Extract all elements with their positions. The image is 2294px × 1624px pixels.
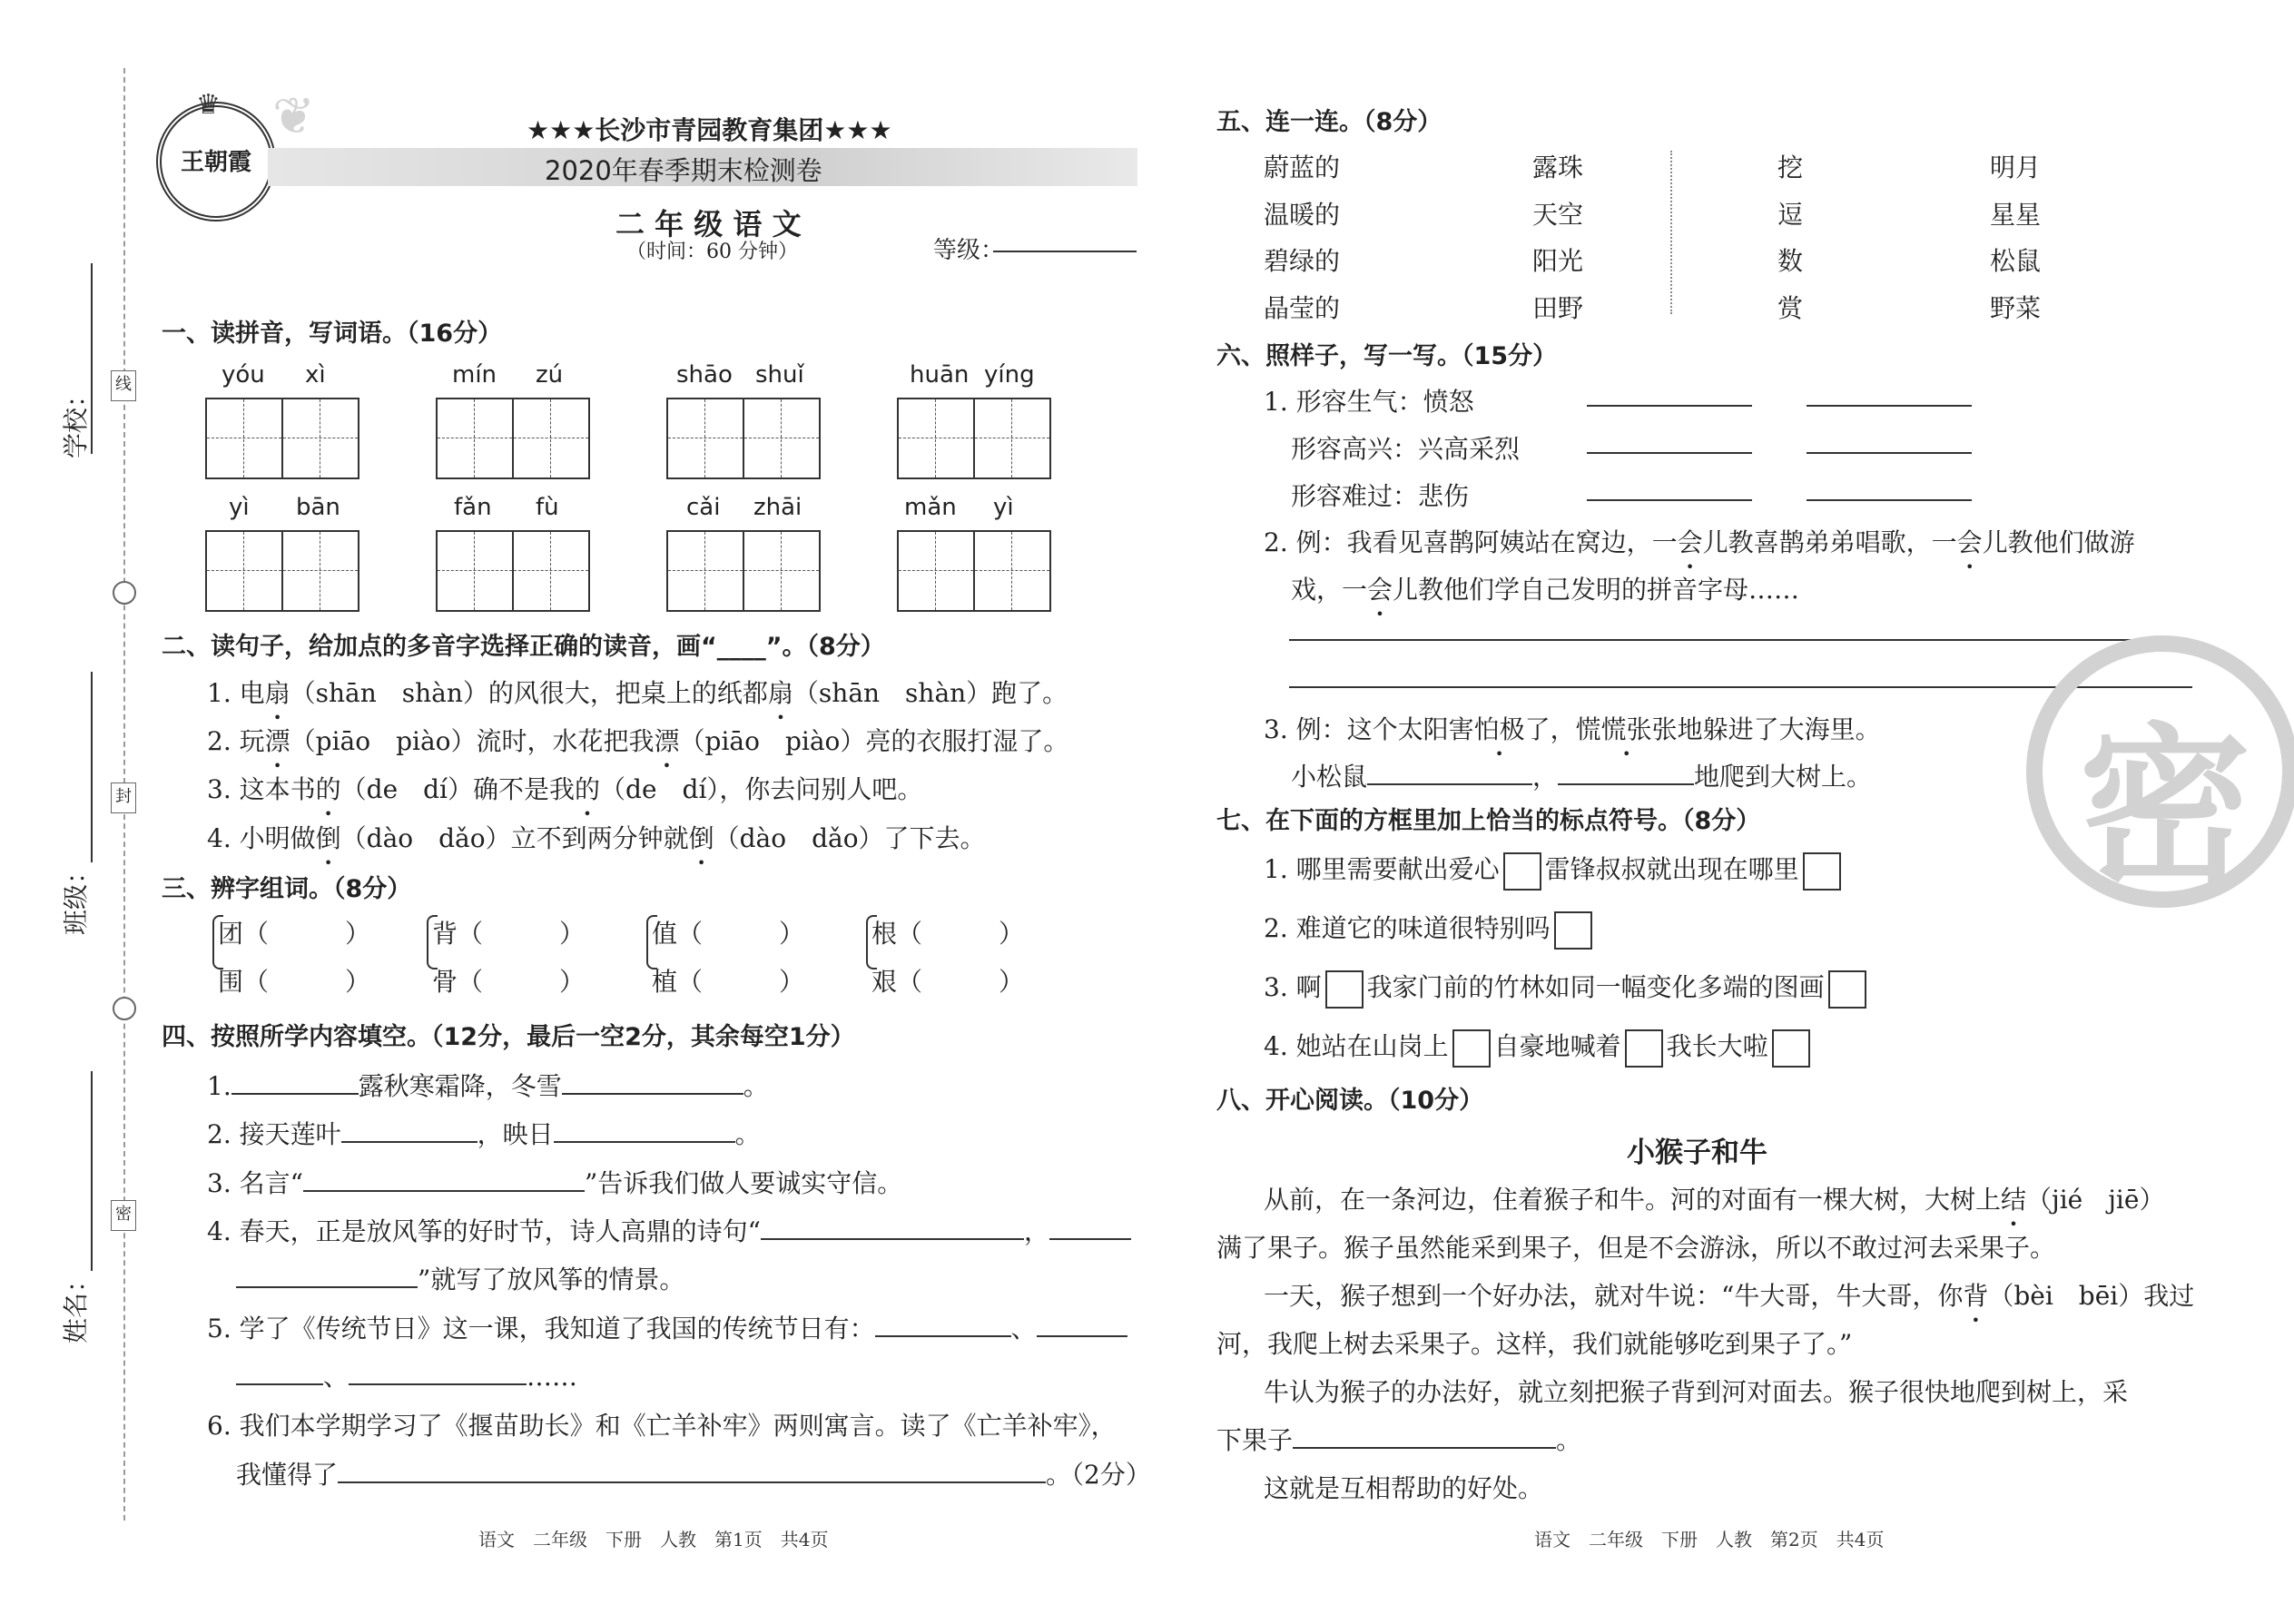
- text: 教他们学自己发明的拼音字母……: [1418, 575, 1800, 605]
- pinyin: cǎi: [686, 494, 721, 521]
- text: ”告诉我们做人要诚实守信。: [584, 1168, 903, 1198]
- tianzige-grid[interactable]: [205, 530, 359, 612]
- text[interactable]: （dào dǎo）了下去。: [714, 823, 986, 853]
- blank[interactable]: [236, 1362, 323, 1385]
- text[interactable]: （bèi bēi）我过: [1988, 1281, 2195, 1311]
- pinyin: zú: [536, 361, 564, 389]
- text: 1. 哪里需要献出爱心: [1264, 854, 1500, 884]
- sec5-title: 五、连一连。（8分）: [1216, 108, 1442, 136]
- story-p1b: 满了果子。猴子虽然能采到果子，但是不会游泳，所以不敢过河去采果子。: [1216, 1233, 2056, 1263]
- text: 我家门前的竹林如同一幅变化多端的图画: [1366, 972, 1825, 1002]
- text: 4. 春天，正是放风筝的好时节，诗人高鼎的诗句“: [207, 1216, 761, 1246]
- pinyin: mǎn: [904, 494, 957, 521]
- text: 、: [1010, 1314, 1037, 1343]
- text: ，: [1023, 1216, 1049, 1246]
- subject-title: 二 年 级 语 文: [615, 207, 802, 241]
- pinyin: bān: [296, 494, 340, 521]
- school-group-title: ★★★长沙市青园教育集团★★★: [527, 115, 892, 145]
- sec2-line-3: [207, 770, 922, 806]
- text: 地爬到大树上。: [1694, 762, 1873, 792]
- seal-stamp: [2026, 635, 2294, 908]
- blank[interactable]: [1807, 499, 1972, 501]
- text[interactable]: （de dí），你去问别人吧。: [600, 774, 923, 804]
- sec4-line-5: [207, 1309, 1127, 1345]
- binding-hole-2: [113, 997, 136, 1020]
- match-item[interactable]: 野菜: [1990, 293, 2042, 323]
- logo-crown-icon: ♛: [196, 89, 221, 121]
- sec7-line-1: [1264, 850, 1845, 891]
- sec6-example-3: [1264, 710, 1881, 746]
- punctuation-box[interactable]: [1554, 911, 1592, 950]
- text: ……: [527, 1362, 578, 1392]
- blank[interactable]: [1049, 1216, 1131, 1240]
- sec6-title: 六、照样子，写一写。（15分）: [1216, 342, 1558, 370]
- school-line: [91, 263, 93, 454]
- text: 地躲进了大海里。: [1677, 714, 1881, 744]
- pinyin: yóu: [222, 361, 265, 389]
- sec4-line-3: [207, 1164, 902, 1200]
- text: 。: [734, 1119, 761, 1149]
- punctuation-box[interactable]: [1772, 1029, 1810, 1068]
- sec6-example-3b: [1291, 757, 1872, 793]
- pinyin: yì: [229, 494, 250, 521]
- pinyin: shuǐ: [755, 361, 804, 389]
- dotted-char: 扇: [767, 678, 793, 708]
- punctuation-box[interactable]: [1828, 970, 1866, 1009]
- tianzige-grid[interactable]: [897, 398, 1051, 479]
- banner-ribbon-icon: ❦: [272, 87, 315, 146]
- sec4-line-1: [207, 1067, 769, 1103]
- dotted-word: 慌慌张张: [1575, 714, 1678, 744]
- tianzige-grid[interactable]: [436, 398, 590, 479]
- text: 2. 难道它的味道很特别吗: [1264, 913, 1551, 943]
- sec2-line-1: [207, 674, 1068, 710]
- match-item[interactable]: 阳光: [1532, 246, 1584, 276]
- sec7-line-4: [1264, 1027, 1814, 1068]
- pinyin: huān: [910, 361, 970, 389]
- story-p2: [1264, 1276, 2194, 1313]
- text: 我长大啦: [1666, 1031, 1768, 1061]
- match-item[interactable]: 明月: [1990, 153, 2042, 182]
- text: 1.: [207, 1071, 231, 1101]
- blank[interactable]: [554, 1119, 735, 1143]
- logo-text: 王朝霞: [180, 149, 251, 176]
- text: 3. 例：这个太阳: [1264, 714, 1449, 744]
- match-item[interactable]: 碧绿的: [1264, 246, 1341, 276]
- blank[interactable]: [1807, 452, 1972, 454]
- seal-stamp-char: 密: [2079, 708, 2252, 909]
- time-note: （时间：60 分钟）: [626, 241, 798, 263]
- match-item[interactable]: 挖: [1777, 153, 1804, 182]
- name-label: 姓名：: [61, 1266, 91, 1343]
- punctuation-box[interactable]: [1625, 1029, 1663, 1068]
- sec7-title: 七、在下面的方框里加上恰当的标点符号。（8分）: [1216, 807, 1761, 835]
- dotted-char: 倒: [688, 823, 714, 853]
- binding-mark-feng: 封: [111, 782, 136, 813]
- pinyin: fǎn: [454, 494, 492, 521]
- blank[interactable]: [236, 1265, 418, 1288]
- blank[interactable]: [231, 1071, 359, 1095]
- text: 我懂得了: [236, 1460, 339, 1490]
- story-title: 小猴子和牛: [1627, 1137, 1767, 1169]
- blank[interactable]: [1807, 405, 1972, 407]
- story-p1: [1264, 1180, 2164, 1216]
- dotted-char: 的: [315, 774, 341, 804]
- tianzige-grid[interactable]: [436, 530, 590, 612]
- binding-mark-xian: 线: [111, 370, 136, 401]
- match-item[interactable]: 赏: [1777, 293, 1804, 323]
- binding-hole-1: [113, 581, 136, 605]
- sec2-line-4: [207, 819, 986, 855]
- blank[interactable]: [562, 1071, 743, 1095]
- text: 。: [743, 1071, 769, 1101]
- text: 2. 例：我看见喜鹊阿姨站在窝边，: [1264, 527, 1652, 557]
- blank[interactable]: [1587, 405, 1752, 407]
- story-p3b: [1216, 1421, 1581, 1457]
- pinyin: fù: [536, 494, 559, 521]
- dotted-word: 一会儿: [1651, 527, 1728, 557]
- match-item[interactable]: 数: [1777, 246, 1804, 276]
- pinyin: zhāi: [753, 494, 802, 521]
- pinyin: shāo: [676, 361, 733, 389]
- text: ”就写了放风筝的情景。: [418, 1265, 685, 1294]
- text: 教他们做游: [2007, 527, 2135, 557]
- blank[interactable]: [338, 1460, 1046, 1483]
- text[interactable]: （de dí）确不是我: [340, 774, 576, 804]
- dotted-char: 背: [1963, 1281, 1989, 1311]
- text: 3. 啊: [1264, 972, 1322, 1002]
- pinyin: mín: [452, 361, 497, 389]
- text: 自豪地喊着: [1493, 1031, 1621, 1061]
- text: 5. 学了《传统节日》这一课，我知道了我国的传统节日有：: [207, 1314, 875, 1343]
- word-pair-a[interactable]: 值（ ）: [652, 919, 805, 949]
- text: 3. 这本书: [207, 774, 316, 804]
- text: ，映日: [477, 1119, 554, 1149]
- text[interactable]: （dào dǎo）立不到两分钟就: [340, 823, 689, 853]
- text: 教喜鹊弟弟唱歌，: [1728, 527, 1932, 557]
- sec4-line-2: [207, 1115, 761, 1151]
- footer-left: 语文 二年级 下册 人教 第1页 共4页: [478, 1529, 829, 1550]
- punctuation-box[interactable]: [1325, 970, 1364, 1009]
- match-item[interactable]: 温暖的: [1264, 200, 1341, 230]
- pinyin: yíng: [984, 361, 1035, 389]
- class-line: [91, 672, 93, 862]
- text[interactable]: （piāo piào）流时，水花把我: [290, 726, 655, 756]
- sec7-line-2: [1264, 909, 1596, 950]
- word-pair-b[interactable]: 艰（ ）: [871, 967, 1025, 997]
- punctuation-box[interactable]: [1452, 1029, 1491, 1068]
- blank[interactable]: [341, 1119, 478, 1143]
- school-label: 学校：: [61, 381, 91, 458]
- text: 、: [323, 1362, 350, 1392]
- sec2-line-2: [207, 722, 1068, 758]
- blank[interactable]: [1587, 452, 1752, 454]
- match-item[interactable]: 逗: [1777, 200, 1804, 230]
- story-p3: 牛认为猴子的办法好，就立刻把猴子背到河对面去。猴子很快地爬到树上，采: [1264, 1377, 2129, 1407]
- word-pair-a[interactable]: 团（ ）: [218, 919, 371, 949]
- punctuation-box[interactable]: [1803, 852, 1841, 891]
- pinyin: xì: [305, 361, 326, 389]
- tianzige-grid[interactable]: [897, 530, 1051, 612]
- dotted-word: 一会儿: [1342, 575, 1419, 605]
- blank[interactable]: [1037, 1314, 1127, 1337]
- exam-title: 2020年春季期末检测卷: [545, 155, 822, 186]
- text: 戏，: [1291, 575, 1343, 605]
- text[interactable]: （shān shàn）的风很大，把桌上的纸都: [290, 678, 768, 708]
- text: 雷锋叔叔就出现在哪里: [1544, 854, 1799, 884]
- text: 。: [1556, 1425, 1582, 1455]
- sec8-title: 八、开心阅读。（10分）: [1216, 1087, 1484, 1115]
- text[interactable]: （jié jiē）: [2026, 1185, 2165, 1215]
- blank[interactable]: [1558, 762, 1694, 785]
- wavy-divider: [1670, 151, 1678, 314]
- text: 3. 名言“: [207, 1168, 303, 1198]
- text: 一天，猴子想到一个好办法，就对牛说：“牛大哥，牛大哥，你: [1264, 1281, 1964, 1311]
- dotted-char: 的: [575, 774, 601, 804]
- name-line: [91, 1071, 93, 1271]
- sec4-line-4: [207, 1212, 1131, 1248]
- match-item[interactable]: 露珠: [1532, 153, 1584, 182]
- blank[interactable]: [761, 1216, 1024, 1240]
- dotted-char: 漂: [654, 726, 680, 756]
- dotted-char: 结: [2001, 1185, 2027, 1215]
- sec6-example-2b: [1291, 570, 1799, 606]
- text: 1. 电: [207, 678, 265, 708]
- sec6-line-2: 形容高兴：兴高采烈: [1291, 434, 1521, 464]
- dotted-char: 扇: [264, 678, 290, 708]
- sec1-title: 一、读拼音，写词语。（16分）: [162, 320, 503, 348]
- blank[interactable]: [349, 1362, 527, 1385]
- text[interactable]: （piāo piào）亮的衣服打湿了。: [679, 726, 1069, 756]
- text: 4. 她站在山岗上: [1264, 1031, 1449, 1061]
- text: 露秋寒霜降，冬雪: [358, 1071, 562, 1101]
- sec4-title: 四、按照所学内容填空。（12分，最后一空2分，其余每空1分）: [162, 1023, 855, 1051]
- word-pair-b[interactable]: 围（ ）: [218, 967, 371, 997]
- text: 下果子: [1216, 1425, 1294, 1455]
- word-pair-a[interactable]: 根（ ）: [871, 919, 1025, 949]
- match-item[interactable]: 晶莹的: [1264, 293, 1341, 323]
- match-item[interactable]: 松鼠: [1990, 246, 2042, 276]
- blank[interactable]: [1587, 499, 1752, 501]
- text: 。（2分）: [1046, 1460, 1151, 1490]
- story-p4: 这就是互相帮助的好处。: [1264, 1473, 1544, 1503]
- pinyin: yì: [993, 494, 1014, 521]
- sec4-line-6: 6. 我们本学期学习了《揠苗助长》和《亡羊补牢》两则寓言。读了《亡羊补牢》，: [207, 1411, 1117, 1441]
- match-item[interactable]: 天空: [1532, 200, 1584, 230]
- blank[interactable]: [875, 1314, 1011, 1337]
- class-label: 班级：: [61, 858, 91, 935]
- text: 2. 玩: [207, 726, 265, 756]
- word-pair-b[interactable]: 骨（ ）: [432, 967, 586, 997]
- dotted-word: 害怕极了: [1448, 714, 1551, 744]
- dotted-char: 倒: [315, 823, 341, 853]
- text: 小松鼠: [1291, 762, 1368, 792]
- text: 4. 小明做: [207, 823, 316, 853]
- sec7-line-3: [1264, 968, 1870, 1009]
- sec6-example-2: [1264, 523, 2135, 559]
- sec6-line-3: 形容难过：悲伤: [1291, 481, 1470, 511]
- sec4-line-5b: [236, 1357, 577, 1393]
- sec3-title: 三、辨字组词。（8分）: [162, 875, 412, 903]
- footer-right: 语文 二年级 下册 人教 第2页 共4页: [1534, 1529, 1885, 1550]
- word-pair-a[interactable]: 背（ ）: [432, 919, 586, 949]
- tianzige-grid[interactable]: [205, 398, 359, 479]
- match-item[interactable]: 田野: [1532, 293, 1584, 323]
- sec6-line-1: 1. 形容生气：愤怒: [1264, 387, 1474, 417]
- match-item[interactable]: 蔚蓝的: [1264, 153, 1341, 182]
- dotted-char: 漂: [264, 726, 290, 756]
- punctuation-box[interactable]: [1503, 852, 1541, 891]
- tianzige-grid[interactable]: [666, 530, 821, 612]
- blank[interactable]: [1293, 1425, 1556, 1449]
- text: ，: [1550, 714, 1576, 744]
- answer-line[interactable]: [1289, 639, 2192, 641]
- sec2-title: 二、读句子，给加点的多音字选择正确的读音，画“____”。（8分）: [162, 633, 885, 661]
- text: ，: [1532, 762, 1559, 792]
- grade-label: 等级：: [933, 237, 1005, 264]
- match-item[interactable]: 星星: [1990, 200, 2042, 230]
- binding-mark-mi: 密: [111, 1200, 136, 1231]
- logo: [156, 89, 276, 221]
- dotted-word: 一会儿: [1931, 527, 2008, 557]
- blank[interactable]: [303, 1168, 585, 1192]
- sec4-line-4b: [236, 1260, 684, 1296]
- story-p2b: 河，我爬上树去采果子。这样，我们就能够吃到果子了。”: [1216, 1329, 1853, 1359]
- blank[interactable]: [1367, 762, 1532, 785]
- word-pair-b[interactable]: 植（ ）: [652, 967, 805, 997]
- text[interactable]: （shān shàn）跑了。: [793, 678, 1068, 708]
- tianzige-grid[interactable]: [666, 398, 821, 479]
- text: 从前，在一条河边，住着猴子和牛。河的对面有一棵大树，大树上: [1264, 1185, 2002, 1215]
- text: 2. 接天莲叶: [207, 1119, 341, 1149]
- grade-field[interactable]: [993, 251, 1137, 252]
- sec4-line-6b: [236, 1455, 1151, 1491]
